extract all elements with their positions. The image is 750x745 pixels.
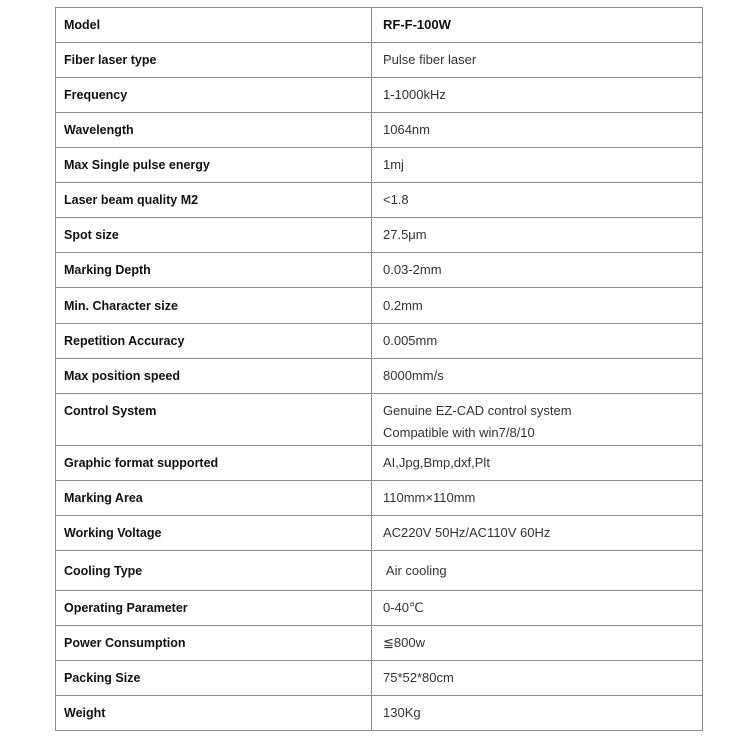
spec-key: Cooling Type	[56, 551, 372, 591]
table-row	[56, 288, 703, 324]
spec-value: 27.5μm	[372, 218, 703, 253]
table-row	[56, 148, 703, 183]
spec-value: 1064nm	[372, 113, 703, 148]
spec-value: AI,Jpg,Bmp,dxf,Plt	[372, 446, 703, 481]
spec-table	[55, 7, 703, 731]
table-row	[56, 446, 703, 481]
spec-value: <1.8	[372, 183, 703, 218]
table-row	[56, 661, 703, 696]
spec-value: 0.005mm	[372, 324, 703, 359]
table-row	[56, 394, 703, 446]
table-row	[56, 481, 703, 516]
spec-value: 1mj	[372, 148, 703, 183]
spec-key: Working Voltage	[56, 516, 372, 551]
table-row	[56, 591, 703, 626]
spec-key: Max Single pulse energy	[56, 148, 372, 183]
spec-key: Frequency	[56, 78, 372, 113]
spec-value: RF-F-100W	[372, 8, 703, 43]
spec-value: Air cooling	[372, 551, 703, 591]
spec-key: Spot size	[56, 218, 372, 253]
table-row	[56, 626, 703, 661]
table-row	[56, 253, 703, 288]
spec-key: Wavelength	[56, 113, 372, 148]
spec-key: Packing Size	[56, 661, 372, 696]
spec-key: Marking Area	[56, 481, 372, 516]
table-row	[56, 183, 703, 218]
spec-value: 75*52*80cm	[372, 661, 703, 696]
table-row	[56, 43, 703, 78]
spec-key: Operating Parameter	[56, 591, 372, 626]
spec-value-line-2: Compatible with win7/8/10	[383, 425, 535, 440]
spec-key: Weight	[56, 696, 372, 731]
spec-value: 8000mm/s	[372, 359, 703, 394]
spec-key: Marking Depth	[56, 253, 372, 288]
spec-value	[372, 394, 703, 446]
spec-key: Max position speed	[56, 359, 372, 394]
table-row	[56, 696, 703, 731]
table-row	[56, 359, 703, 394]
table-row	[56, 218, 703, 253]
spec-value-line-1: Genuine EZ-CAD control system	[383, 403, 572, 418]
spec-value: 0.2mm	[372, 288, 703, 324]
spec-value: 130Kg	[372, 696, 703, 731]
spec-key: Min. Character size	[56, 288, 372, 324]
spec-value: 0.03-2mm	[372, 253, 703, 288]
spec-value: 110mm×110mm	[372, 481, 703, 516]
table-row	[56, 113, 703, 148]
spec-value: 1-1000kHz	[372, 78, 703, 113]
table-row	[56, 551, 703, 591]
spec-key: Graphic format supported	[56, 446, 372, 481]
spec-key: Control System	[56, 394, 372, 446]
table-row	[56, 8, 703, 43]
spec-value: AC220V 50Hz/AC110V 60Hz	[372, 516, 703, 551]
table-row	[56, 324, 703, 359]
spec-key: Fiber laser type	[56, 43, 372, 78]
spec-value: Pulse fiber laser	[372, 43, 703, 78]
table-row	[56, 78, 703, 113]
spec-key: Model	[56, 8, 372, 43]
spec-value: ≦800w	[372, 626, 703, 661]
spec-value: 0-40℃	[372, 591, 703, 626]
spec-key: Power Consumption	[56, 626, 372, 661]
table-row	[56, 516, 703, 551]
spec-key: Laser beam quality M2	[56, 183, 372, 218]
spec-key: Repetition Accuracy	[56, 324, 372, 359]
